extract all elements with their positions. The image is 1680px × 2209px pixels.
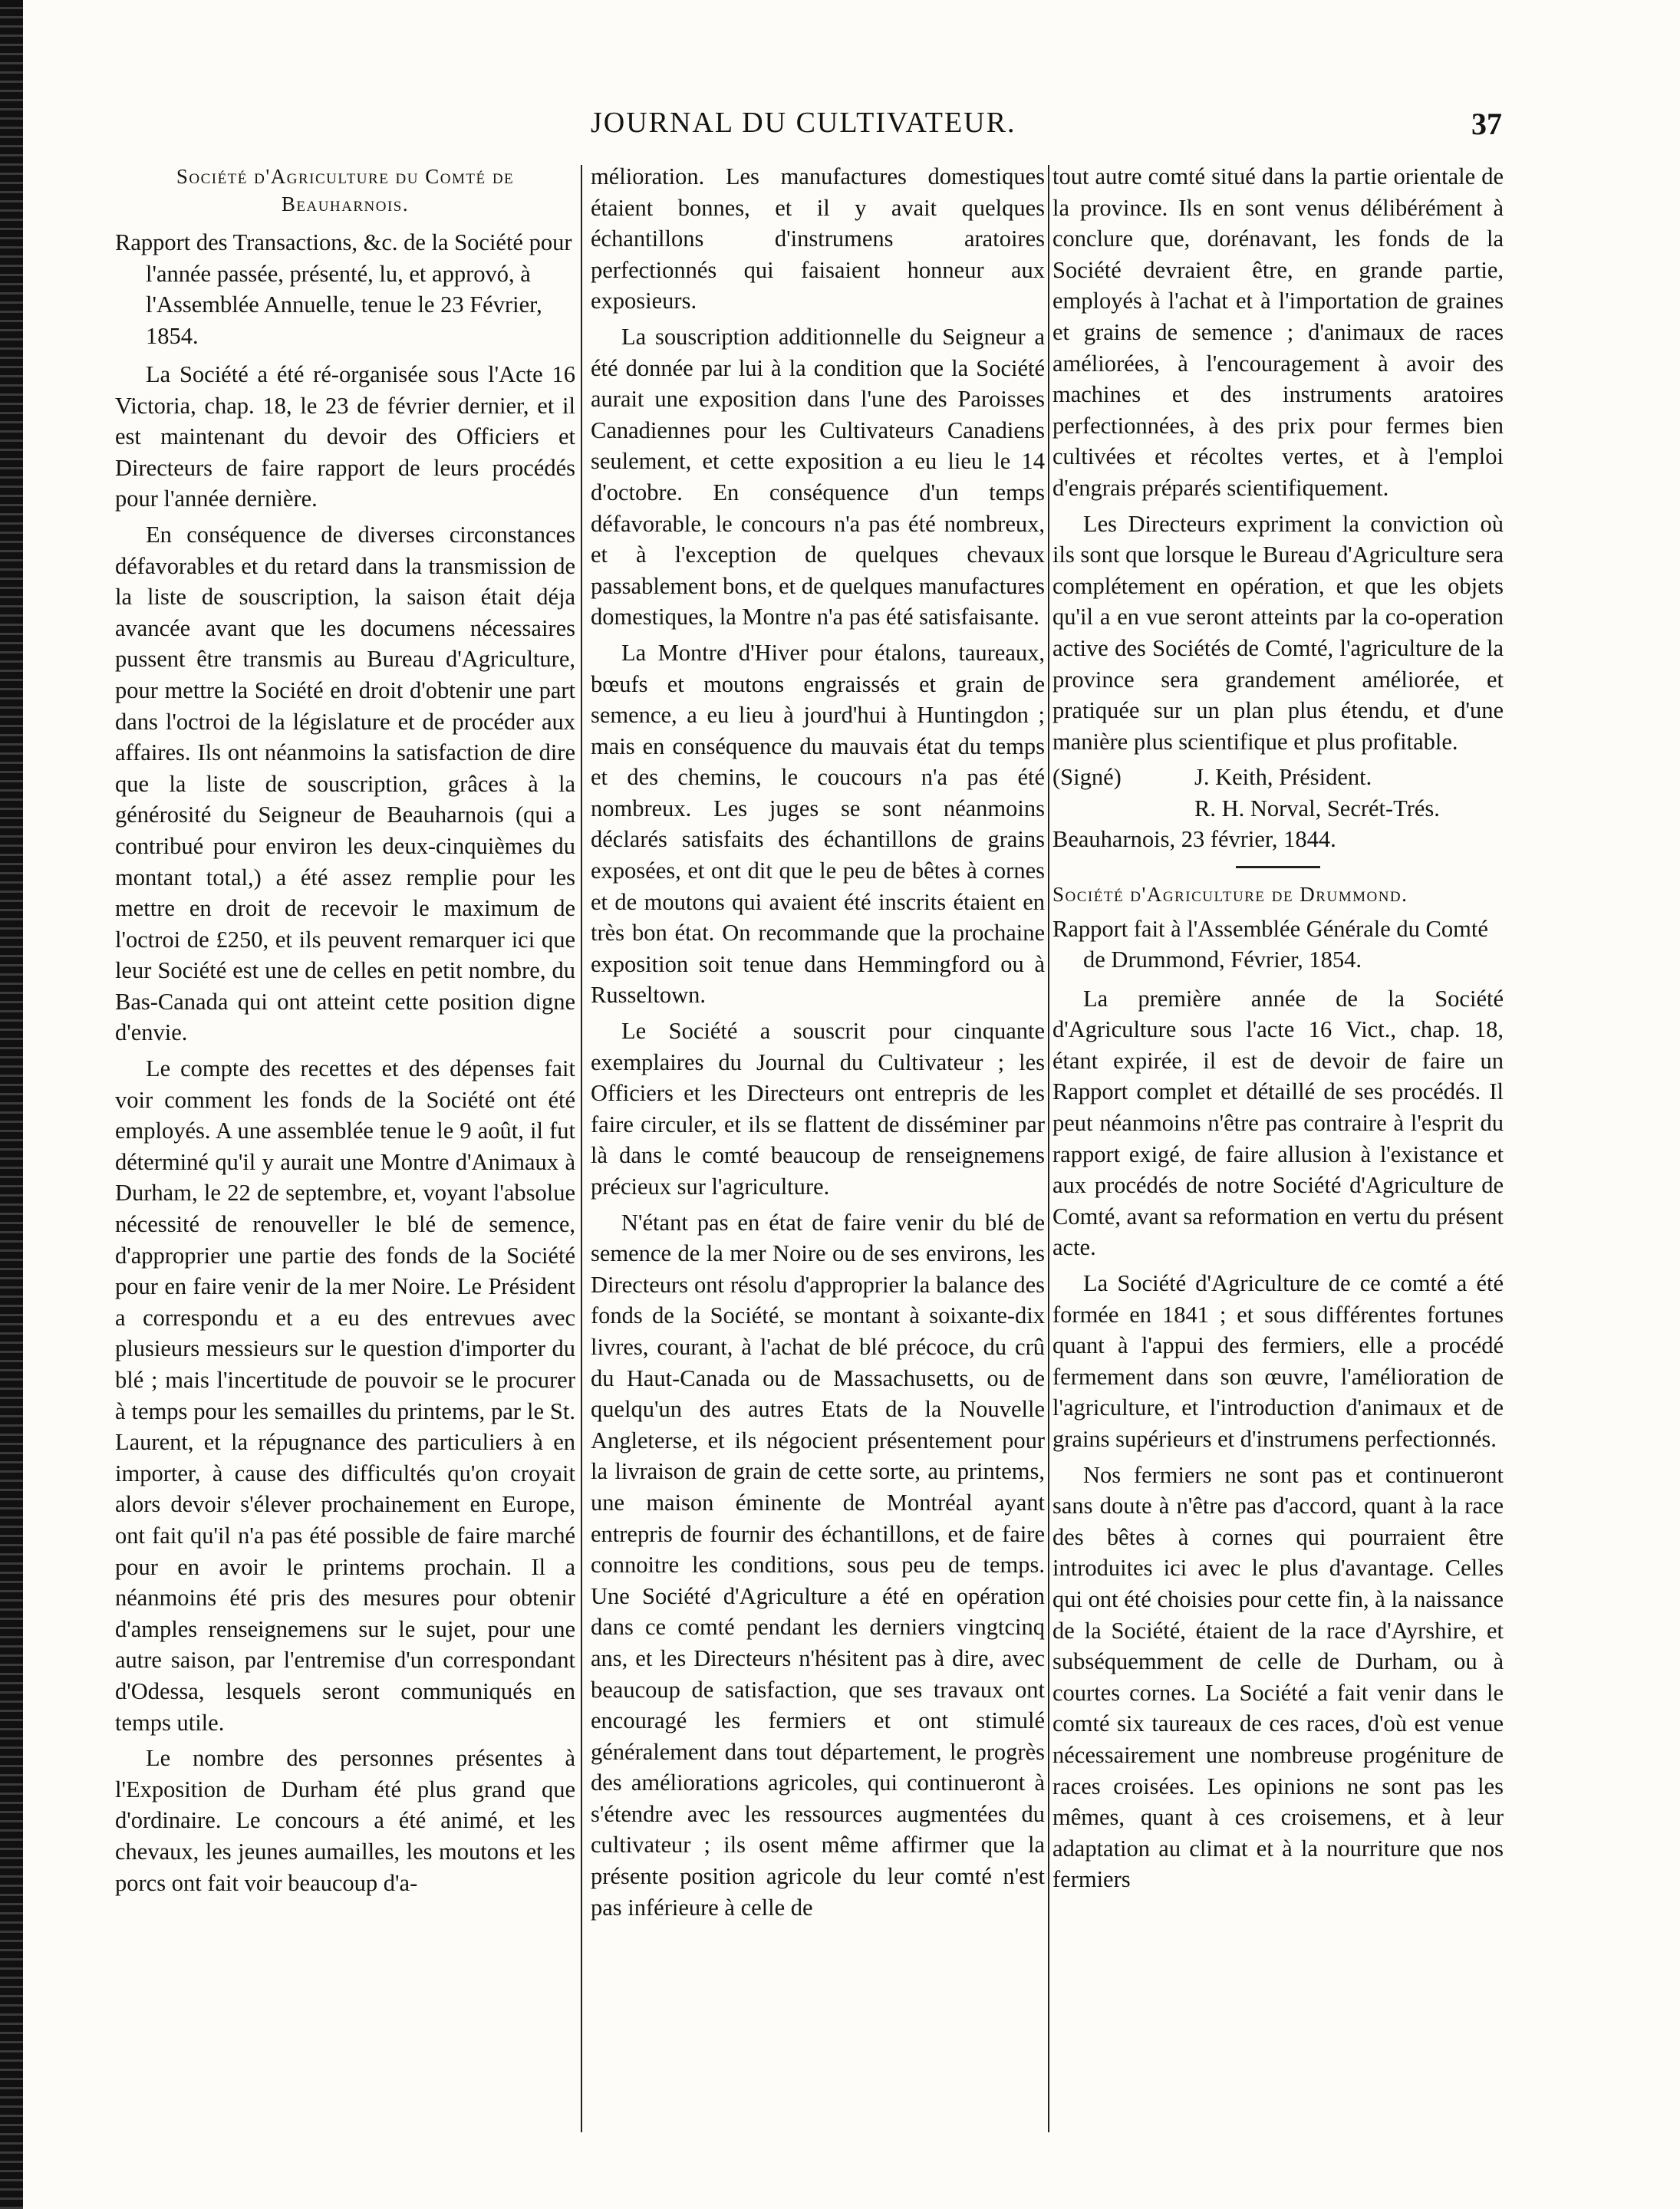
paragraph: mélioration. Les manufactures domestiques étaient bonnes, et il y avait quelques échantillons d'instrumens aratoires perfectionnés qui faisaient honneur aux exposieurs. <box>591 163 1045 314</box>
paragraph: En conséquence de diverses circonstances défavorables et du retard dans la transmission de la liste de souscription, la saison était déja avancée avant que les documens nécessaires pussent être transmis au Bureau d'Agriculture, pour mettre la Société en droit d'obtenir une part dans l'octroi de la législature et de procéder aux affaires. Ils ont néanmoins la satisfaction de dire que la liste de souscription, grâces à la générosité du Seigneur de Beauharnois (qui a contribué pour environ les deux-cinquièmes du montant total,) a été assez remplie pour les mettre en droit de recevoir le maximum de l'octroi de £250, et ils peuvent remarquer ici que leur Société est une de celles en petit nombre, du Bas-Canada qui ont atteint cette position digne d'envie. <box>115 521 575 1046</box>
paragraph: La Société a été ré-organisée sous l'Acte 16 Victoria, chap. 18, le 23 de février dernier, et il est maintenant du devoir des Officiers et Directeurs de faire rapport de leurs procédés pour l'année dernière. <box>115 361 575 512</box>
paragraph: Le compte des recettes et des dépenses fait voir comment les fonds de la Société ont été employés. A une assemblée tenue le 9 août, il fut déterminé qu'il y aurait une Montre d'Animaux à Durham, le 22 de septembre, et, voyant l'absolue nécessité de renouveller le blé de semence, d'approprier une partie des fonds de la Société pour en faire venir de la mer Noire. Le Président a correspondu et a eu des entrevues avec plusieurs messieurs sur le question d'importer du blé ; mais l'incertitude de pouvoir se le procurer à temps pour les semailles du printems, par le St. Laurent, et la répugnance des particuliers à en importer, à cause des difficultés qu'on croyait alors devoir s'élever prochainement en Europe, ont fait qu'il n'a pas été possible de faire marché pour en avoir le printems prochain. Il a néanmoins été pris des mesures pour obtenir d'amples renseignemens sur le sujet, pour une autre saison, par l'entremise d'un correspondant d'Odessa, lesquels seront communiqués en temps utile. <box>115 1055 575 1736</box>
paragraph: Le nombre des personnes présentes à l'Exposition de Durham été plus grand que d'ordinaire. Le concours a été animé, et les chevaux, les jeunes aumailles, les moutons et les porcs ont fait voir beaucoup d'a- <box>115 1745 575 1896</box>
secretary-signature: R. H. Norval, Secrét-Trés. <box>1194 795 1440 821</box>
page-edge-shadow <box>0 0 23 2209</box>
page-number: 37 <box>1471 107 1502 141</box>
signed-label: (Signé) <box>1052 764 1122 791</box>
section-heading-beauharnois: Société d'Agriculture du Comté de Beauharnois. <box>176 165 515 216</box>
paragraph: N'étant pas en état de faire venir du blé de semence de la mer Noire ou de ses environs, les Directeurs ont résolu d'approprier la balance des fonds de la Société, se montant à soixante-dix livres, courant, à l'achat de blé précoce, du crû du Haut-Canada ou de Massachusetts, ou de quelqu'un des autres Etats de la Nouvelle Angleterse, et ils négocient présentement pour la livraison de grain de cette sorte, au printems, une maison éminente de Montréal ayant entrepris de fournir des échantillons, et de faire connoitre les conditions, sous peu de temps. Une Société d'Agriculture a été en opération dans ce comté pendant les derniers vingtcinq ans, et les Directeurs n'hésitent pas à dire, avec beaucoup de satisfaction, que ses travaux ont encouragé les fermiers et ont stimulé généralement dans tout département, le progrès des améliorations agricoles, qui continueront à s'étendre avec les ressources augmentées du cultivateur ; ils osent même affirmer que la présente position agricole du leur comté n'est pas inférieure à celle de <box>591 1209 1045 1921</box>
paragraph: tout autre comté situé dans la partie orientale de la province. Ils en sont venus délibérément à conclure que, dorénavant, les fonds de la Société devraient être, en grande partie, employés à l'achat et à l'importation de graines et grains de semence ; d'animaux de races améliorées, à l'encouragement à avoir des machines et des instruments aratoires perfectionnées, à des prix pour fermes bien cultivées et récoltes vertes, et à l'emploi d'engrais préparés scientifiquement. <box>1052 163 1504 501</box>
paragraph: La Montre d'Hiver pour étalons, taureaux, bœufs et moutons engraissés et grain de semence, a eu lieu à jourd'hui à Huntingdon ; mais en conséquence du mauvais état du temps et des chemins, le coucours n'a pas été nombreux. Les juges se sont néanmoins déclarés satisfaits des échantillons de grains exposées, et ont dit que le peu de bêtes à cornes et de moutons qui avaient été inscrits étaient en très bon état. On recommande que la prochaine exposition soit tenue dans Hemmingford ou à Russeltown. <box>591 639 1045 1009</box>
column-2 <box>591 161 1045 1928</box>
paragraph: Nos fermiers ne sont pas et continueront sans doute à n'être pas d'accord, quant à la race des bêtes à cornes qui pourraient être introduites ici avec le plus d'avantage. Celles qui ont été choisies pour cette fin, à la naissance de la Société, étaient de la race d'Ayrshire, et subséquemment de celle de Durham, ou à courtes cornes. La Société a fait venir dans le comté six taureaux de ces races, d'où est venue nécessairement une nombreuse progéniture de races croisées. Les opinions ne sont pas les mêmes, quant à ces croisemens, et à leur adaptation au climat et à la nourriture que nos fermiers <box>1052 1461 1504 1893</box>
report-title-beauharnois: Rapport des Transactions, &c. de la Société pour l'année passée, présenté, lu, et approvó, à l'Assemblée Annuelle, tenue le 23 Février, 1854. <box>115 229 572 349</box>
paragraph: La Société d'Agriculture de ce comté a été formée en 1841 ; et sous différentes fortunes quant à l'appui des fermiers, elle a procédé fermement dans son œuvre, l'amélioration de l'agriculture, et l'introduction d'animaux et de grains supérieurs et d'instrumens perfectionnés. <box>1052 1270 1504 1452</box>
column-rule-1 <box>581 165 582 2132</box>
paragraph: Le Société a souscrit pour cinquante exemplaires du Journal du Cultivateur ; les Officiers et les Directeurs ont entrepris de les faire circuler, et ils se flattent de disséminer par là dans le comté beaucoup de renseignemens précieux sur l'agriculture. <box>591 1018 1045 1200</box>
paragraph: Les Directeurs expriment la conviction où ils sont que lorsque le Bureau d'Agriculture sera complétement en opération, et que les objets qu'il a en vue seront atteints par la co-operation active des Sociétés de Comté, l'agriculture de la province sera grandement améliorée, et pratiquée sur un plan plus étendu, et d'une manière plus scientifique et plus profitable. <box>1052 510 1504 755</box>
column-1 <box>115 161 575 1903</box>
paragraph: La souscription additionnelle du Seigneur a été donnée par lui à la condition que la Société aurait une exposition dans l'une des Paroisses Canadiennes pour les Cultivateurs Canadiens seulement, et cette exposition a eu lieu le 14 d'octobre. En conséquence d'un temps défavorable, le concours n'a pas été nombreux, et à l'exception de quelques chevaux passablement bons, et de quelques manufactures domestiques, la Montre n'a pas été satisfaisante. <box>591 323 1045 630</box>
column-rule-2 <box>1048 165 1049 2132</box>
section-heading-drummond: Société d'Agriculture de Drummond. <box>1052 883 1408 907</box>
president-signature: J. Keith, Président. <box>1194 764 1372 791</box>
section-divider <box>1236 866 1320 868</box>
column-3 <box>1052 161 1504 1900</box>
signature-block <box>1052 762 1504 855</box>
place-date: Beauharnois, 23 février, 1844. <box>1052 826 1336 853</box>
report-title-drummond: Rapport fait à l'Assemblée Générale du Comté de Drummond, Février, 1854. <box>1052 915 1488 973</box>
paragraph: La première année de la Société d'Agriculture sous l'acte 16 Vict., chap. 18, étant expirée, il est de devoir de faire un Rapport complet et détaillé de ses procédés. Il peut néanmoins n'être pas contraire à l'esprit du rapport exigé, de faire allusion à l'existance et aux procédés de notre Société d'Agriculture de Comté, avant sa reformation en vertu du présent acte. <box>1052 985 1504 1261</box>
running-head <box>0 106 1680 144</box>
journal-title: JOURNAL DU CULTIVATEUR. <box>591 107 1016 139</box>
